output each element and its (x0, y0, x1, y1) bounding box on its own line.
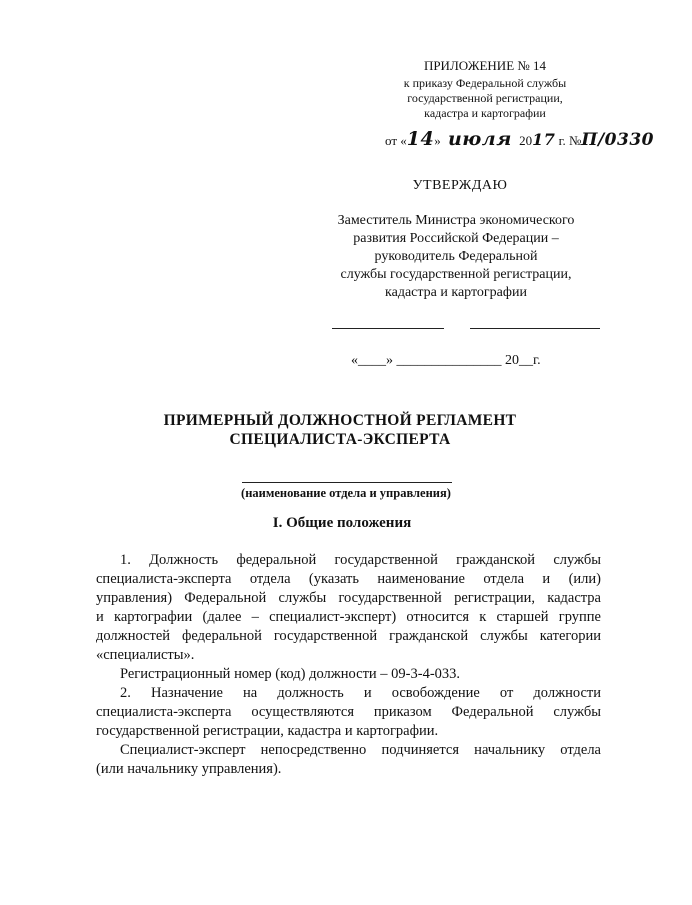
paragraph-2 (96, 665, 601, 684)
paragraph-4-line: (или начальнику управления). (96, 761, 282, 777)
annex-title: ПРИЛОЖЕНИЕ № 14 (423, 58, 547, 73)
paragraph-3 (96, 684, 601, 741)
order-number: П/0330 (581, 130, 654, 150)
order-date-row (385, 128, 654, 150)
registration-number: Регистрационный номер (код) должности – 09-3-4-033. (120, 666, 461, 682)
document-title-line-2: СПЕЦИАЛИСТА-ЭКСПЕРТА (229, 431, 451, 448)
approver-line-2: развития Российской Федерации – (353, 231, 559, 246)
annex-line-2: государственной регистрации, (407, 91, 563, 105)
approval-heading: УТВЕРЖДАЮ (412, 178, 508, 193)
paragraph-1-line: 1. Должность федеральной государственной гражданской службы (120, 552, 601, 568)
order-date-year-suffix: 17 (532, 130, 556, 149)
annex-line-3: кадастра и картографии (424, 106, 546, 120)
paragraph-4 (96, 741, 601, 779)
paragraph-3-line: специалиста-эксперта осуществляются приказом Федеральной службы (96, 704, 601, 720)
department-name-line (242, 482, 452, 483)
paragraph-3-line: государственной регистрации, кадастра и картографии. (96, 723, 439, 739)
approver-line-5: кадастра и картографии (385, 285, 527, 300)
annex-line-1: к приказу Федеральной службы (403, 76, 567, 90)
order-date-month: июля (447, 128, 512, 150)
name-line (470, 328, 600, 329)
approver-line-3: руководитель Федеральной (374, 249, 538, 264)
paragraph-1-line: управления) Федеральной службы государственной регистрации, кадастра (96, 590, 601, 606)
paragraph-1-line: должностей федеральной государственной гражданской службы категории (96, 628, 601, 644)
order-date-mid: » (434, 133, 441, 148)
order-date-prefix: от « (385, 133, 407, 148)
paragraph-1 (96, 551, 601, 665)
section-title: I. Общие положения (272, 515, 412, 531)
document-title-line-1: ПРИМЕРНЫЙ ДОЛЖНОСТНОЙ РЕГЛАМЕНТ (163, 412, 517, 429)
paragraph-1-line: специалиста-эксперта отдела (указать наименование отдела и (или) (96, 571, 601, 587)
approval-date-template: «____» _______________ 20__г. (351, 353, 541, 368)
order-date-day: 14 (406, 128, 435, 150)
paragraph-1-line: «специалисты». (96, 647, 195, 663)
paragraph-1-line: и картографии (далее – специалист-эксперт) относится к старшей группе (96, 609, 601, 625)
approver-line-1: Заместитель Министра экономического (337, 213, 575, 228)
paragraph-3-line: 2. Назначение на должность и освобождение от должности (120, 685, 601, 701)
approver-line-4: службы государственной регистрации, (340, 267, 572, 282)
paragraph-4-line: Специалист-эксперт непосредственно подчиняется начальнику отдела (120, 742, 601, 758)
signature-line (332, 328, 444, 329)
order-date-year-prefix: 20 (519, 133, 533, 148)
order-date-number-label: г. № (558, 133, 582, 148)
department-caption: (наименование отдела и управления) (241, 486, 451, 500)
